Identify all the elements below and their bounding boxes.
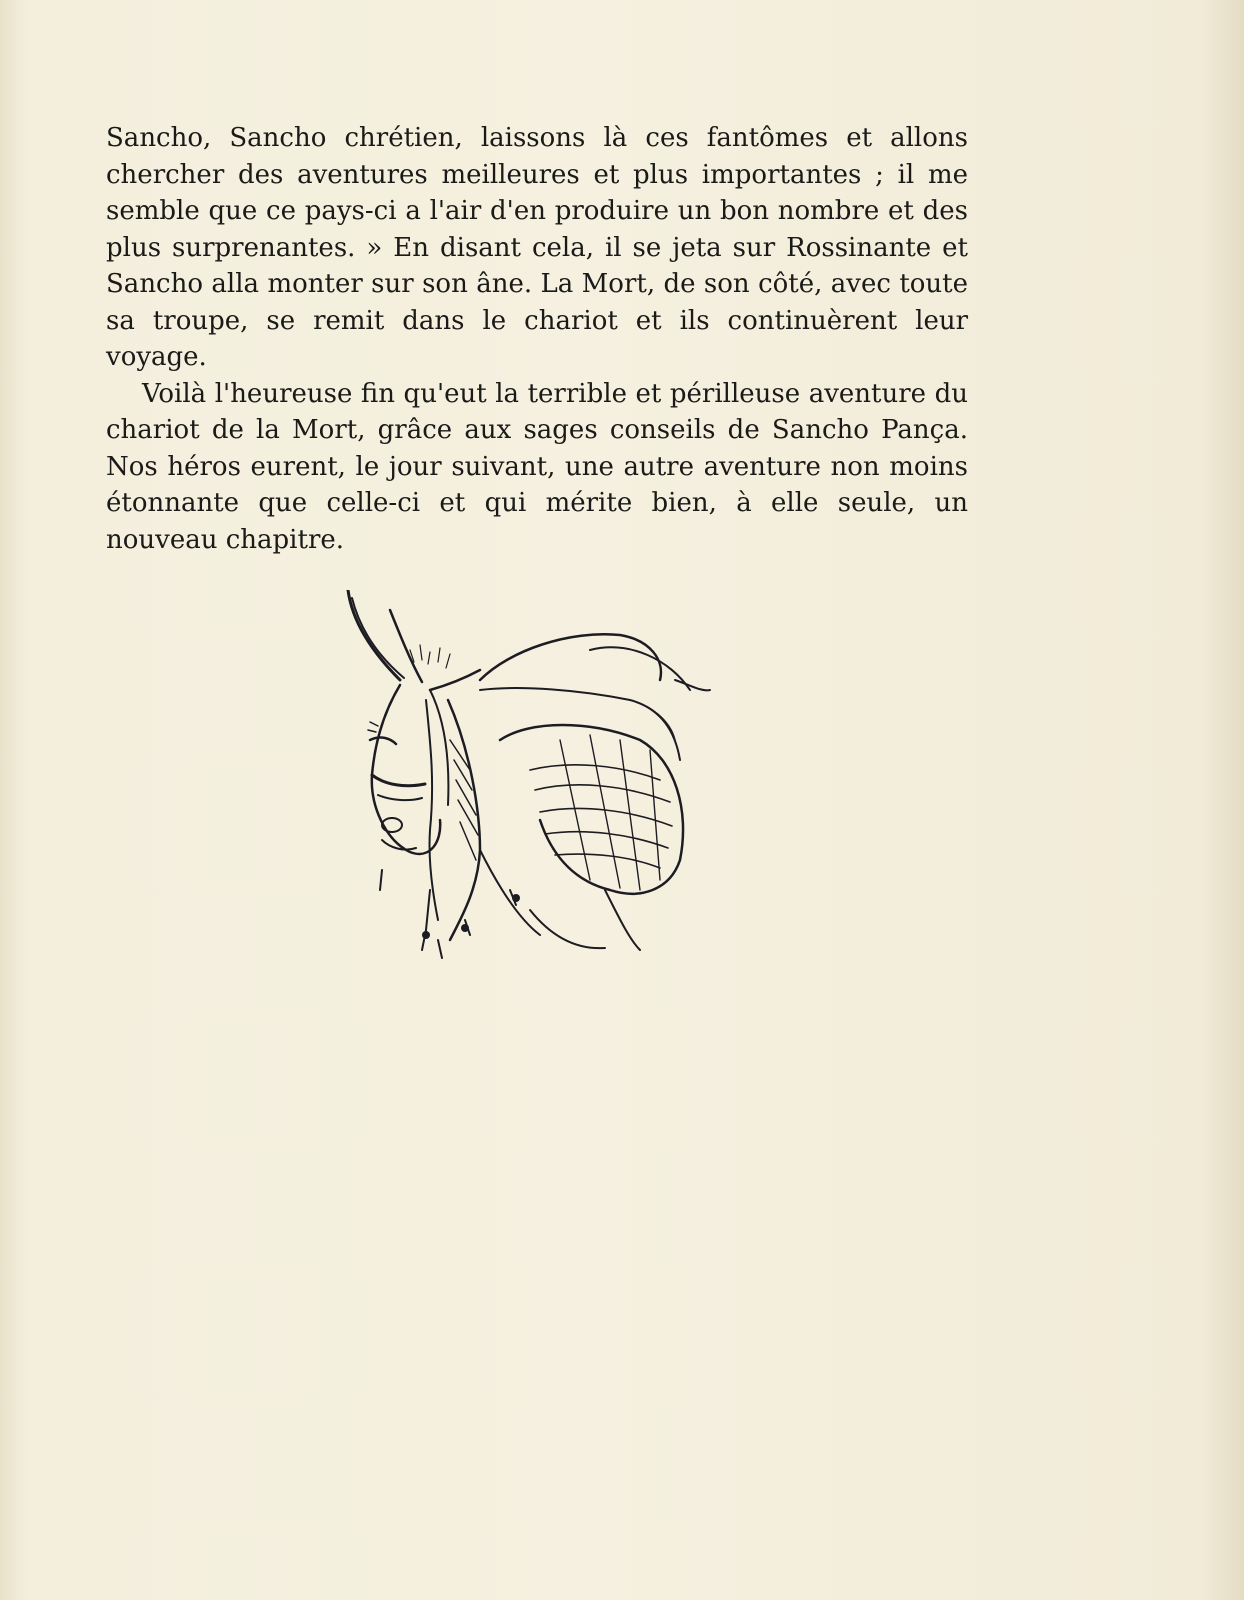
donkey-with-pack-icon <box>330 590 740 1000</box>
paragraph-2: Voilà l'heureuse fin qu'eut la terrible et périlleuse aventure du chariot de la Mort, grâce aux sages conseils de Sancho Pança. Nos héros eurent, le jour suivant, une autre aventure non moins étonnante que celle-ci et qui mérite bien, à elle seule, un nouveau chapitre. <box>106 378 968 555</box>
body-text <box>106 120 968 558</box>
donkey-illustration <box>330 590 740 1000</box>
paragraph-1: Sancho, Sancho chrétien, laissons là ces fantômes et allons chercher des aventures meilleures et plus importantes ; il me semble que ce pays-ci a l'air d'en produire un bon nombre et des plus surprenantes. » En disant cela, il se jeta sur Rossinante et Sancho alla monter sur son âne. La Mort, de son côté, avec toute sa troupe, se remit dans le chariot et ils continuèrent leur voyage. <box>106 123 968 372</box>
